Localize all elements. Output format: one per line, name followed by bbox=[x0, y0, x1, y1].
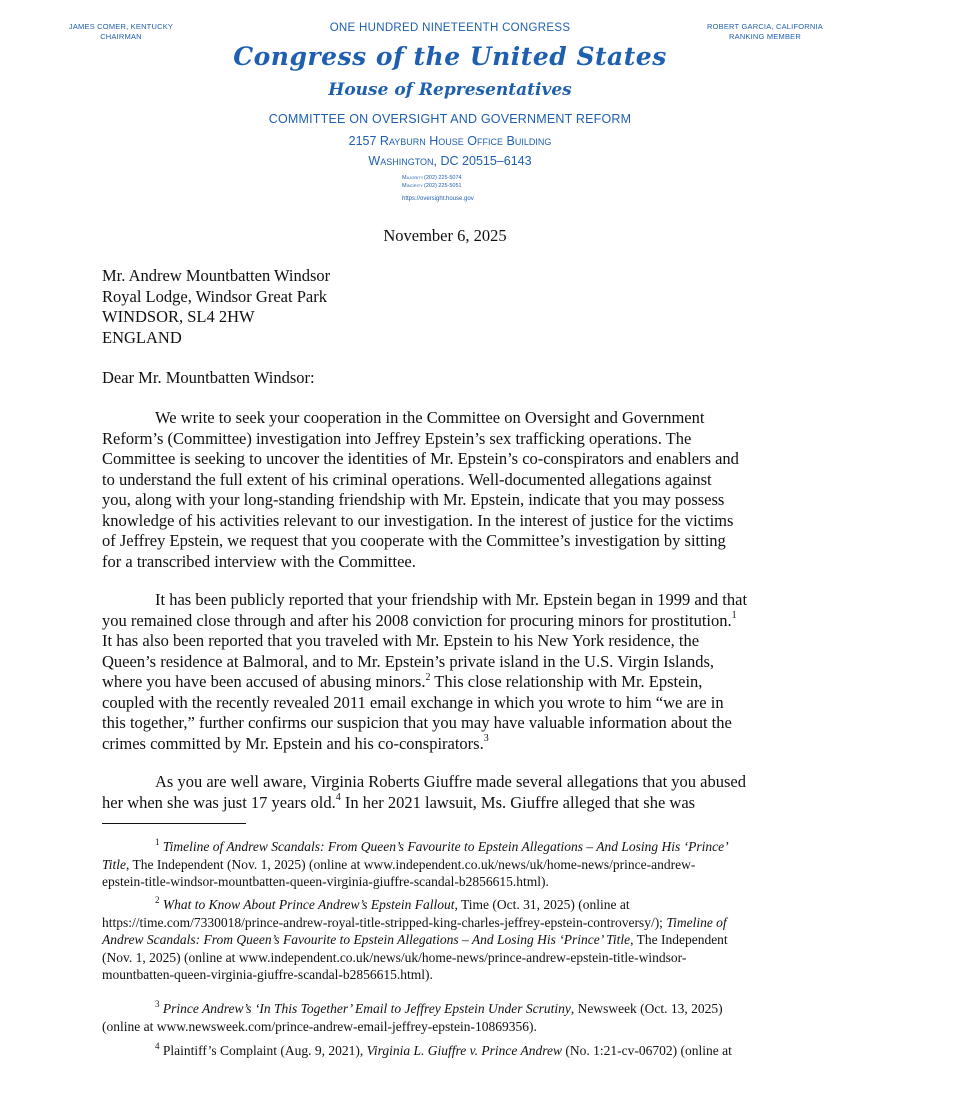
text-line: coupled with the recently revealed 2011 email exchange in which you wrote to him “we are in bbox=[102, 692, 724, 712]
footnote-4 bbox=[102, 1042, 802, 1060]
phone-numbers bbox=[402, 174, 462, 190]
majority-phone: (202) 225-5074 bbox=[424, 175, 462, 181]
website-link[interactable]: https://oversight.house.gov bbox=[402, 196, 474, 202]
address-line-2: Washington, DC 20515–6143 bbox=[368, 154, 532, 168]
recipient-address bbox=[102, 266, 330, 348]
footnote-line: (online at www.newsweek.com/prince-andrew-email-jeffrey-epstein-10869356). bbox=[102, 1018, 537, 1034]
recipient-line: WINDSOR, SL4 2HW bbox=[102, 307, 255, 326]
footnote-line: epstein-title-windsor-mountbatten-queen-virginia-giuffre-scandal-b2856615.html). bbox=[102, 874, 549, 889]
minority-phone: (202) 225-5051 bbox=[424, 183, 462, 189]
ranking-member-name: ROBERT GARCIA, CALIFORNIA bbox=[707, 22, 823, 31]
footnote-line: $^1$ Timeline of Andrew Scandals: From Queen’s Favourite to Epstein Allegations – And Losing His ‘Prince’ bbox=[155, 836, 729, 854]
footnote-ref-1[interactable]: 1 bbox=[731, 610, 737, 621]
footnote-line: (Nov. 1, 2025) (online at www.independent.co.uk/news/uk/home-news/prince-andrew-epstein-title-windsor- bbox=[102, 949, 687, 965]
text-line: this together,” further confirms our suspicion that you may have valuable information about the bbox=[102, 713, 732, 732]
salutation: Dear Mr. Mountbatten Windsor: bbox=[102, 368, 315, 387]
text-line: Committee is seeking to uncover the identities of Mr. Epstein’s co-conspirators and enablers and bbox=[102, 449, 739, 468]
paragraph-1 bbox=[102, 408, 802, 572]
text-line: Queen’s residence at Balmoral, and to Mr. Epstein’s private island in the U.S. Virgin Islands, bbox=[102, 651, 714, 671]
footnote-line: https://time.com/7330018/prince-andrew-royal-title-stripped-king-charles-jeffrey-epstein-controversy/); Timeline of bbox=[102, 914, 727, 930]
majority-label: Majority bbox=[402, 175, 424, 181]
footnote-ref-2[interactable]: 2 bbox=[425, 671, 431, 683]
ranking-member-title: RANKING MEMBER bbox=[729, 32, 801, 41]
house-title: House of Representatives bbox=[328, 80, 572, 100]
footnote-divider bbox=[102, 823, 246, 824]
text-line: for a transcribed interview with the Committee. bbox=[102, 551, 416, 571]
text-line: It has also been reported that you traveled with Mr. Epstein to his New York residence, the bbox=[102, 631, 700, 650]
chairman-name: JAMES COMER, KENTUCKY bbox=[68, 22, 174, 31]
footnote-line: $^3$ Prince Andrew’s ‘In This Together’ Email to Jeffrey Epstein Under Scrutiny, Newsweek (Oct. 13, 2025) bbox=[155, 998, 723, 1016]
footnote-2 bbox=[102, 896, 802, 984]
footnote-line: Andrew Scandals: From Queen’s Favourite to Epstein Allegations – And Losing His ‘Prince’ Title, The Independent bbox=[102, 932, 728, 947]
text-line: As you are well aware, Virginia Roberts Giuffre made several allegations that you abused bbox=[155, 772, 746, 791]
text-line: her when she was just 17 years old.$^4$ In her 2021 lawsuit, Ms. Giuffre alleged that she was bbox=[102, 792, 696, 812]
text-line: you remained close through and after his 2008 conviction for procuring minors for prostitution.$^1$ bbox=[102, 610, 737, 630]
minority-label: Minority bbox=[402, 183, 423, 189]
letter-date: November 6, 2025 bbox=[383, 226, 507, 245]
recipient-line: Royal Lodge, Windsor Great Park bbox=[102, 286, 327, 306]
text-line: We write to seek your cooperation in the Committee on Oversight and Government bbox=[155, 408, 705, 427]
letterhead-title: Congress of the United States bbox=[233, 42, 667, 71]
text-line: to understand the full extent of his criminal operations. Well-documented allegations against bbox=[102, 469, 712, 489]
footnote-3 bbox=[102, 1000, 802, 1035]
footnote-line: mountbatten-queen-virginia-giuffre-scandal-b2856615.html). bbox=[102, 967, 433, 982]
address-line-1: 2157 Rayburn House Office Building bbox=[348, 134, 552, 148]
text-line: It has been publicly reported that your friendship with Mr. Epstein began in 1999 and that bbox=[155, 590, 748, 609]
paragraph-2 bbox=[102, 590, 802, 754]
text-line: knowledge of his activities relevant to our investigation. In the interest of justice for the victims bbox=[102, 510, 734, 530]
footnote-line: Title, The Independent (Nov. 1, 2025) (online at www.independent.co.uk/news/uk/home-news/prince-andrew- bbox=[102, 856, 696, 872]
recipient-line: ENGLAND bbox=[102, 327, 182, 347]
footnote-ref-3[interactable]: 3 bbox=[483, 733, 489, 744]
congress-number: ONE HUNDRED NINETEENTH CONGRESS bbox=[329, 22, 571, 34]
text-line: you, along with your long-standing friendship with Mr. Epstein, indicate that you may possess bbox=[102, 490, 725, 509]
text-line: crimes committed by Mr. Epstein and his co-conspirators.$^3$ bbox=[102, 733, 489, 753]
paragraph-3 bbox=[102, 772, 802, 813]
footnote-line: $^2$ What to Know About Prince Andrew’s Epstein Fallout, Time (Oct. 31, 2025) (online at bbox=[155, 894, 630, 912]
text-line: where you have been accused of abusing minors.$^2$ This close relationship with Mr. Epstein, bbox=[102, 671, 703, 691]
committee-name: COMMITTEE ON OVERSIGHT AND GOVERNMENT REFORM bbox=[268, 112, 632, 126]
footnote-1 bbox=[102, 838, 802, 891]
footnote-line: $^4$ Plaintiff’s Complaint (Aug. 9, 2021), Virginia L. Giuffre v. Prince Andrew (No. 1:21-cv-06702) (online at bbox=[155, 1040, 732, 1058]
recipient-line: Mr. Andrew Mountbatten Windsor bbox=[102, 266, 331, 285]
text-line: Reform’s (Committee) investigation into Jeffrey Epstein’s sex trafficking operations. The bbox=[102, 428, 692, 448]
chairman-title: CHAIRMAN bbox=[100, 32, 142, 41]
text-line: of Jeffrey Epstein, we request that you cooperate with the Committee’s investigation by sitting bbox=[102, 531, 726, 550]
footnote-ref-4[interactable]: 4 bbox=[335, 792, 341, 803]
